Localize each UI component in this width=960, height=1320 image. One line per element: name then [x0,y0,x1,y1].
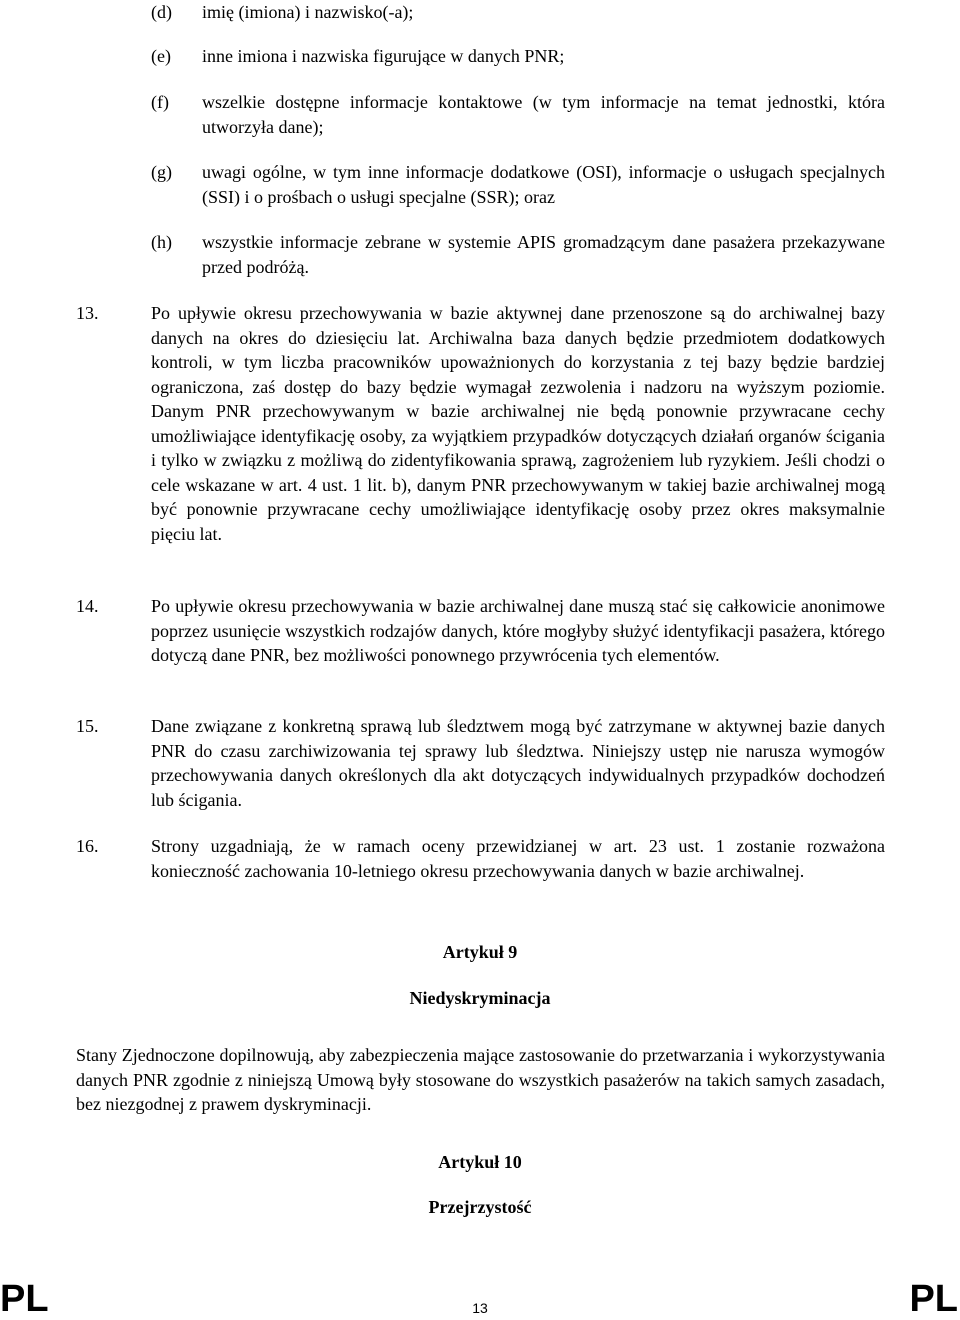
list-item-text: wszystkie informacje zebrane w systemie APIS gromadzącym dane pasażera przekazywane przed podróżą. [202,232,885,277]
list-item-text: uwagi ogólne, w tym inne informacje dodatkowe (OSI), informacje o usługach specjalnych (SSI) i o prośbach o usługi specjalne (SSR); oraz [202,162,885,207]
list-item-text: wszelkie dostępne informacje kontaktowe (w tym informacje na temat jednostki, która utworzyła dane); [202,92,885,137]
article-9-text: Stany Zjednoczone dopilnowują, aby zabezpieczenia mające zastosowanie do przetwarzania i wykorzystywania danych PNR zgodnie z niniejszą Umową były stosowane do wszystkich pasażerów na takich samych zasadach, bez niezgodnej z prawem dyskryminacji. [76,1045,885,1114]
paragraph-text: Po upływie okresu przechowywania w bazie aktywnej dane przenoszone są do archiwalnej bazy danych na okres do dziesięciu lat. Archiwalna baza danych będzie przedmiotem dodatkowych kontroli, w tym liczba pracowników upoważnionych do korzystania z tej bazy będzie bardziej ograniczona, zaś dostęp do bazy będzie wymagał zezwolenia i nadzoru na wyższym poziomie. Danym PNR przechowywanym w bazie archiwalnej nie będą ponownie przywracane cechy umożliwiające identyfikację osoby, za wyjątkiem przypadków dotyczących działań organów ścigania i tylko w związku z możliwą do zidentyfikowania sprawą, zagrożeniem lub ryzykiem. Jeśli chodzi o cele wskazane w art. 4 ust. 1 lit. b), danym PNR przechowywanym w takiej bazie archiwalnej mogą być ponownie przywracane cechy umożliwiające identyfikację osoby przez okres maksymalnie pięciu lat. [151,303,885,544]
paragraph-text: Strony uzgadniają, że w ramach oceny przewidzianej w art. 23 ust. 1 zostanie rozważona konieczność zachowania 10-letniego okresu przechowywania danych w bazie archiwalnej. [151,836,885,881]
list-item-label: (h) [151,232,172,252]
footer-language-right: PL [909,1278,958,1320]
paragraph-number: 14. [76,596,99,616]
paragraph-number: 16. [76,836,99,856]
paragraph-number: 15. [76,716,99,736]
article-10-title: Przejrzystość [428,1197,532,1217]
article-9-title: Niedyskryminacja [409,988,551,1008]
article-9-heading: Artykuł 9 [442,942,518,962]
paragraph-text: Po upływie okresu przechowywania w bazie archiwalnej dane muszą stać się całkowicie anonimowe poprzez usunięcie wszystkich rodzajów danych, które mogłyby służyć identyfikacji pasażera, którego dotyczą dane PNR, bez możliwości ponownego przywrócenia tych elementów. [151,596,885,665]
footer-language-left: PL [0,1278,49,1320]
list-item-text: inne imiona i nazwiska figurujące w danych PNR; [202,46,565,66]
list-item-text: imię (imiona) i nazwisko(-a); [202,2,414,22]
list-item-label: (f) [151,92,169,112]
paragraph-number: 13. [76,303,99,323]
article-10-heading: Artykuł 10 [438,1152,522,1172]
footer-page-number: 13 [472,1300,488,1316]
list-item-label: (g) [151,162,172,182]
list-item-label: (e) [151,46,171,66]
paragraph-text: Dane związane z konkretną sprawą lub śledztwem mogą być zatrzymane w aktywnej bazie danych PNR do czasu zarchiwizowania tej sprawy lub śledztwa. Niniejszy ustęp nie narusza wymogów przechowywania danych określonych dla akt dotyczących indywidualnych przypadków dochodzeń lub ścigania. [151,716,885,810]
list-item-label: (d) [151,2,172,22]
